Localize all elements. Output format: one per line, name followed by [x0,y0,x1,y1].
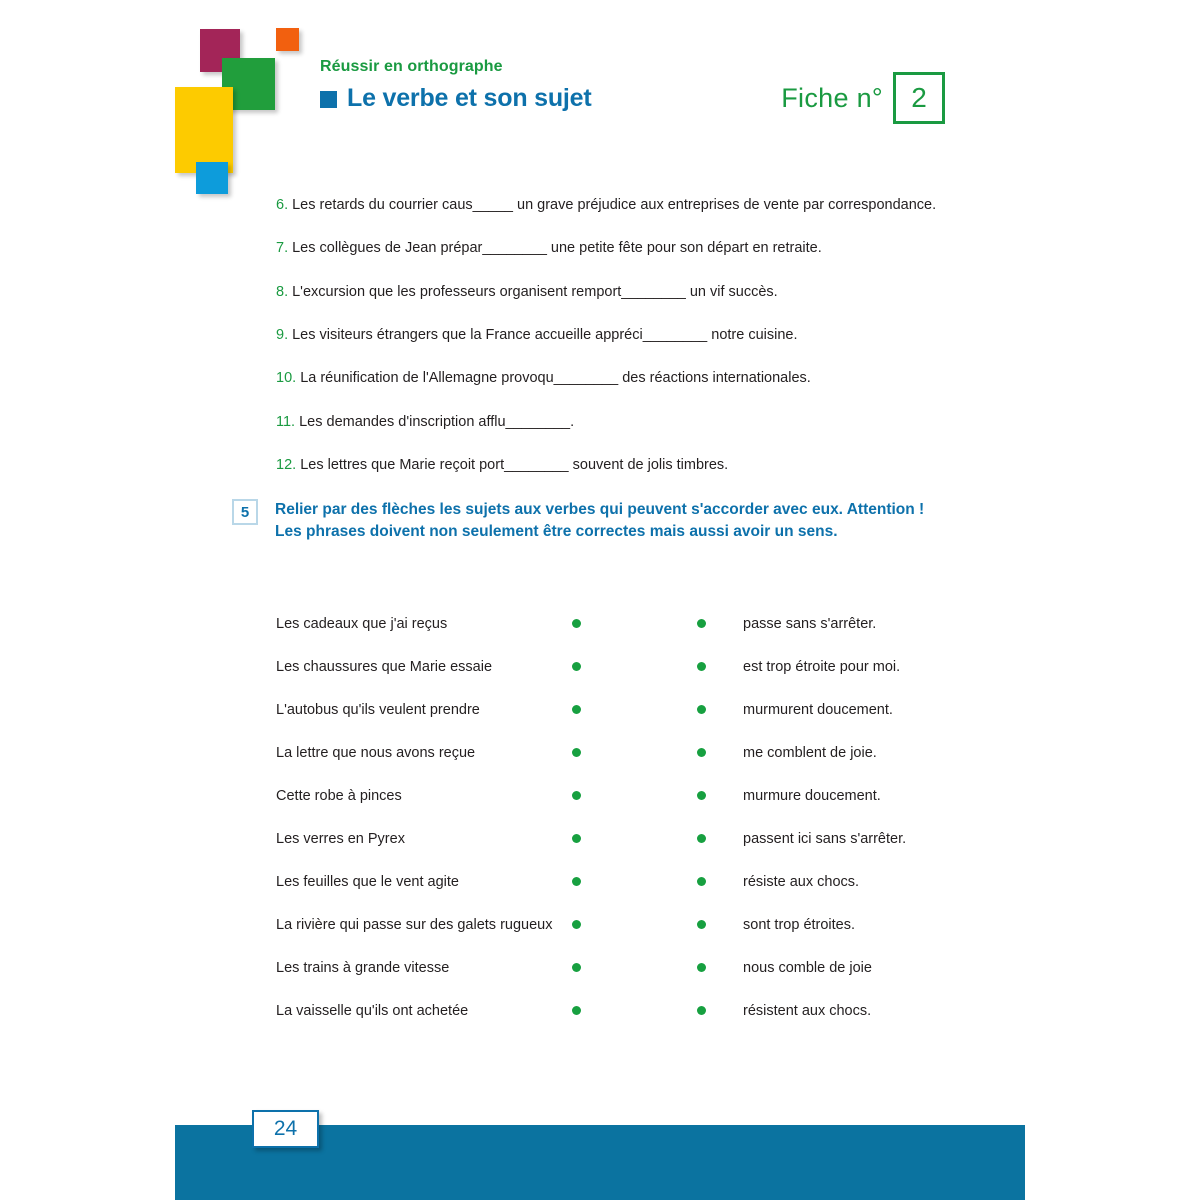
connector-dot-right-icon[interactable] [697,705,706,714]
matching-verb: passe sans s'arrêter. [743,615,877,632]
matching-row [276,946,1016,989]
connector-dot-right-icon[interactable] [697,662,706,671]
matching-subject: L'autobus qu'ils veulent prendre [276,701,480,718]
fiche-number: 2 [893,72,945,124]
decorative-square-blue [196,162,228,194]
sentence-item [276,456,976,475]
sentence-text: Les retards du courrier caus_____ un grave préjudice aux entreprises de vente par correspondance. [288,197,937,213]
matching-row [276,602,1016,645]
exercise-instruction: Relier par des flèches les sujets aux verbes qui peuvent s'accorder avec eux. Attention ! Les phrases doivent non seulement être correctes mais aussi avoir un sens. [275,501,925,541]
matching-subject: Les trains à grande vitesse [276,959,450,976]
matching-verb: nous comble de joie [743,959,872,976]
matching-row [276,645,1016,688]
connector-dot-left-icon[interactable] [572,619,581,628]
matching-subject: Les verres en Pyrex [276,830,405,847]
connector-dot-left-icon[interactable] [572,920,581,929]
matching-row [276,731,1016,774]
sentence-exercise-list [276,196,976,499]
connector-dot-right-icon[interactable] [697,834,706,843]
connector-dot-right-icon[interactable] [697,791,706,800]
connector-dot-right-icon[interactable] [697,877,706,886]
matching-verb: sont trop étroites. [743,916,856,933]
connector-dot-right-icon[interactable] [697,748,706,757]
connector-dot-left-icon[interactable] [572,791,581,800]
matching-subject: La rivière qui passe sur des galets rugueux [276,916,553,933]
sentence-item [276,283,976,302]
sentence-number: 7. [276,240,289,257]
page-header [320,58,592,113]
connector-dot-right-icon[interactable] [697,1006,706,1015]
sentence-number: 6. [276,197,289,213]
matching-row [276,817,1016,860]
fiche-label: Fiche n° [781,82,883,113]
connector-dot-right-icon[interactable] [697,619,706,628]
decorative-square-yellow [175,87,233,173]
connector-dot-left-icon[interactable] [572,877,581,886]
matching-verb: résiste aux chocs. [743,873,860,890]
page-number: 24 [252,1110,319,1148]
sentence-number: 10. [276,370,297,387]
sentence-item [276,326,976,345]
exercise-5-block [232,499,952,544]
sentence-item [276,239,976,258]
matching-subject: Les feuilles que le vent agite [276,873,459,890]
connector-dot-left-icon[interactable] [572,1006,581,1015]
matching-verb: murmurent doucement. [743,701,893,718]
matching-verb: résistent aux chocs. [743,1002,872,1019]
matching-subject: La lettre que nous avons reçue [276,744,476,761]
connector-dot-left-icon[interactable] [572,963,581,972]
square-bullet-icon [320,91,337,108]
connector-dot-left-icon[interactable] [572,705,581,714]
matching-subject: Cette robe à pinces [276,787,402,804]
fiche-badge [781,72,945,124]
matching-subject: Les cadeaux que j'ai reçus [276,615,448,632]
connector-dot-right-icon[interactable] [697,920,706,929]
connector-dot-left-icon[interactable] [572,834,581,843]
page-title [320,84,592,113]
matching-exercise [276,602,1016,1032]
sentence-number: 8. [276,283,289,300]
sentence-item [276,369,976,388]
sentence-text: Les demandes d'inscription afflu________. [295,413,575,430]
matching-verb: me comblent de joie. [743,744,877,761]
matching-subject: La vaisselle qu'ils ont achetée [276,1002,469,1019]
matching-row [276,989,1016,1032]
matching-verb: murmure doucement. [743,787,881,804]
sentence-number: 12. [276,457,297,474]
sentence-item [276,196,976,215]
sentence-number: 9. [276,327,289,344]
matching-row [276,688,1016,731]
matching-row [276,903,1016,946]
matching-row [276,860,1016,903]
sentence-text: Les collègues de Jean prépar________ une petite fête pour son départ en retraite. [288,240,822,257]
connector-dot-right-icon[interactable] [697,963,706,972]
exercise-number-badge: 5 [232,499,258,525]
matching-subject: Les chaussures que Marie essaie [276,658,493,675]
sentence-text: Les visiteurs étrangers que la France accueille appréci________ notre cuisine. [288,327,798,344]
sentence-text: Les lettres que Marie reçoit port________ souvent de jolis timbres. [296,457,729,474]
matching-row [276,774,1016,817]
decorative-square-orange [276,28,299,51]
connector-dot-left-icon[interactable] [572,748,581,757]
page-title-label: Le verbe et son sujet [347,84,592,112]
sentence-text: L'excursion que les professeurs organisent remport________ un vif succès. [288,283,778,300]
decorative-squares-cluster [0,0,340,200]
sentence-number: 11. [276,413,296,430]
sentence-text: La réunification de l'Allemagne provoqu________ des réactions internationales. [296,370,811,387]
sentence-item [276,413,976,432]
series-kicker: Réussir en orthographe [320,58,503,75]
matching-verb: passent ici sans s'arrêter. [743,830,907,847]
matching-verb: est trop étroite pour moi. [743,658,901,675]
connector-dot-left-icon[interactable] [572,662,581,671]
